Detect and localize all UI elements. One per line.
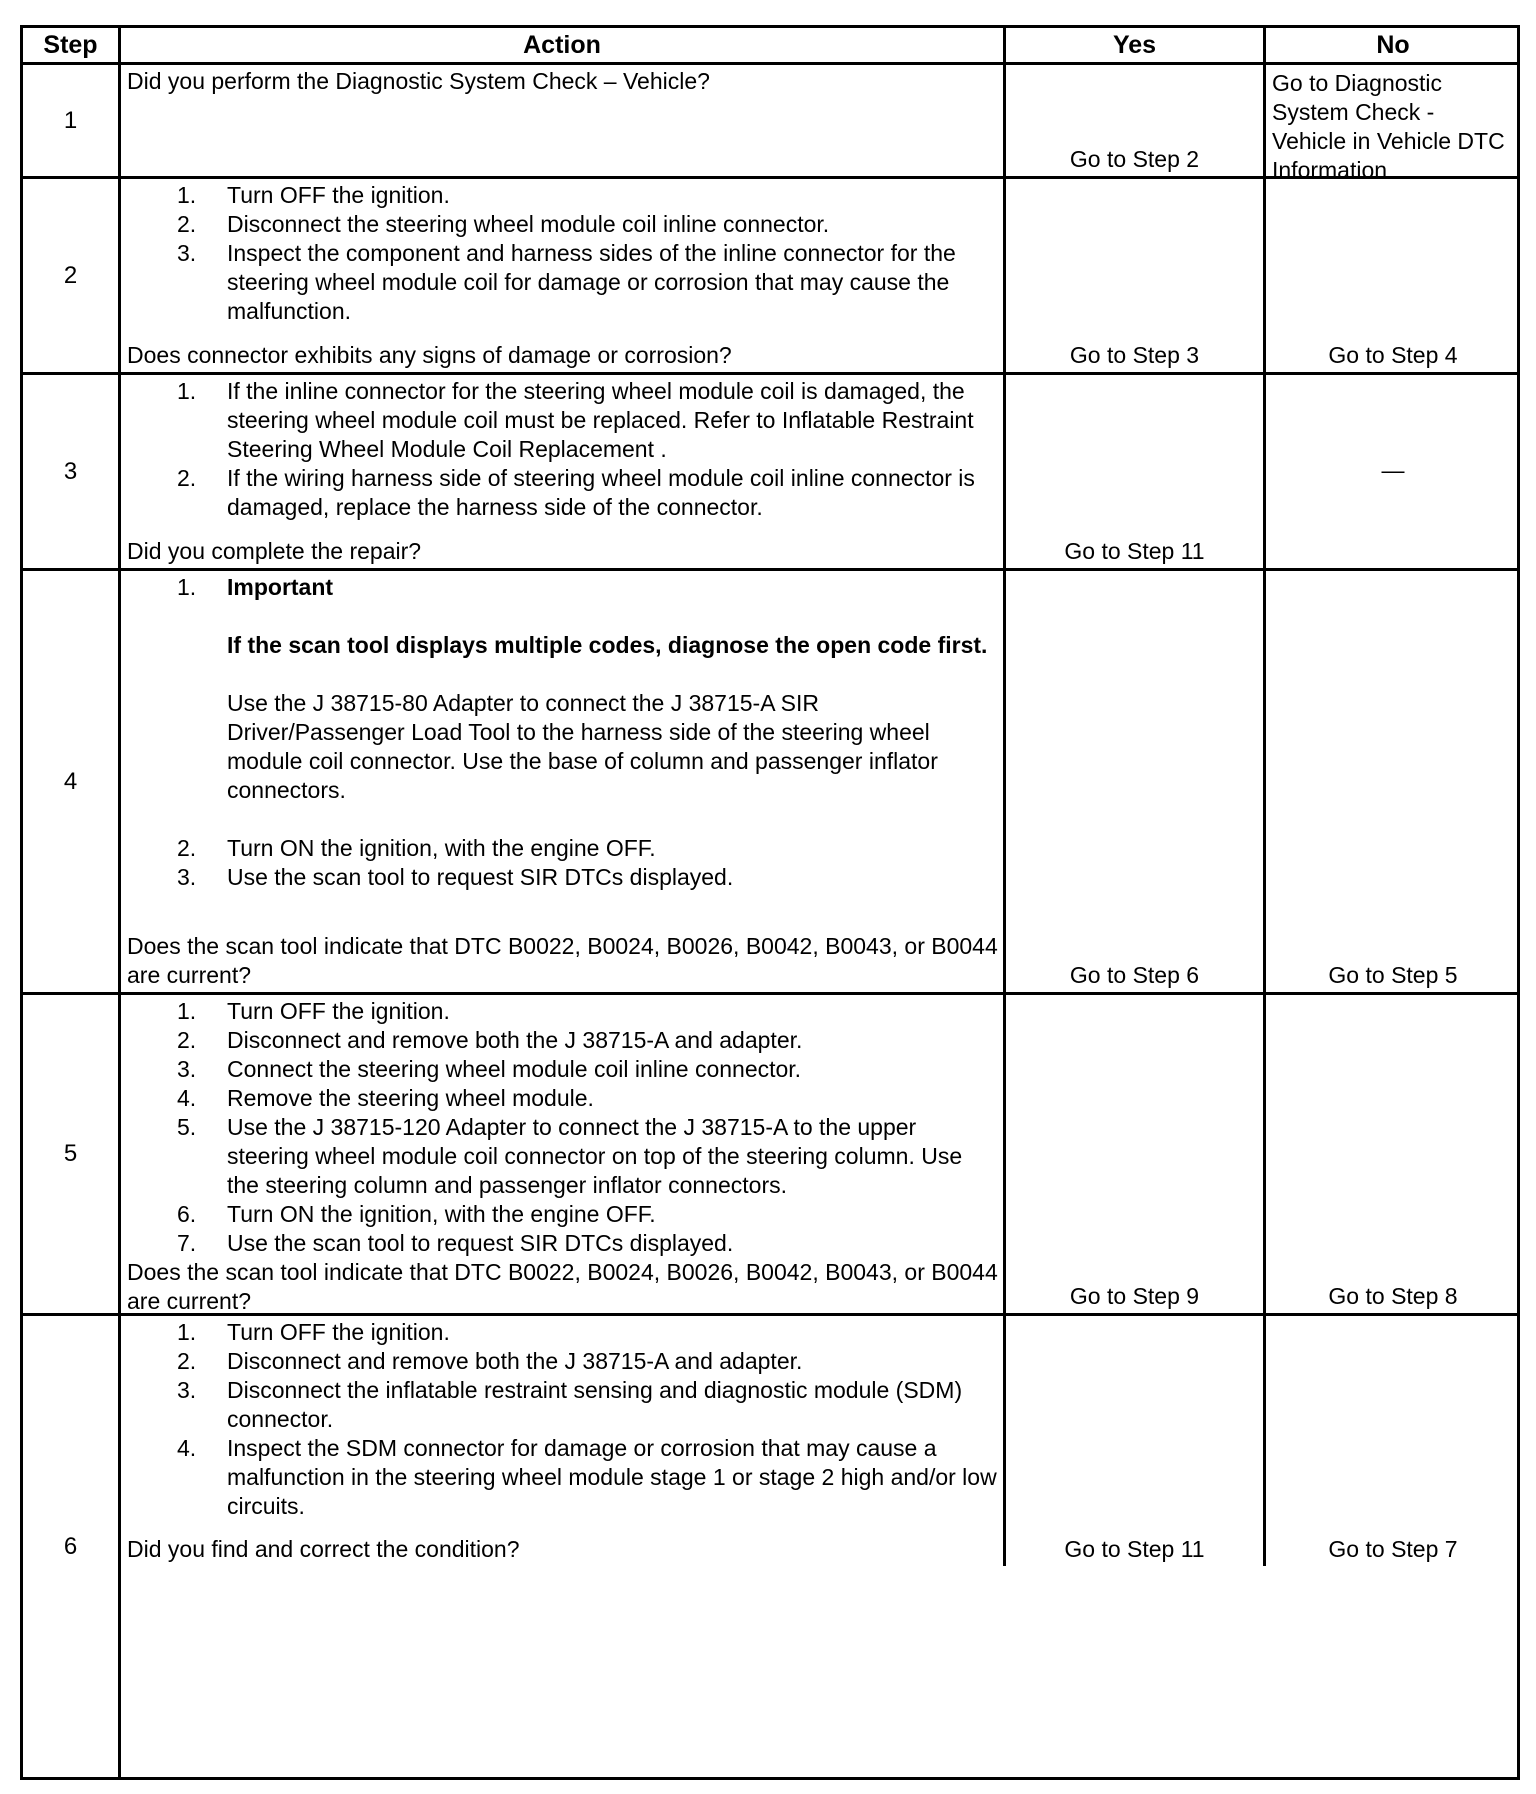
table-row — [23, 375, 1517, 571]
list-item: 3. Disconnect the inflatable restraint sensing and diagnostic module (SDM) connector. — [177, 1377, 963, 1432]
yes-result: Go to Step 6 — [1006, 571, 1266, 992]
action-question: Did you perform the Diagnostic System Check – Vehicle? — [127, 68, 710, 94]
important-body: Use the J 38715-80 Adapter to connect the J 38715-A SIR Driver/Passenger Load Tool to the harness side of the steering wheel module coil connector. Use the base of column and passenger inflator connectors. — [227, 690, 938, 803]
no-result: Go to Diagnostic System Check - Vehicle in Vehicle DTC Information — [1272, 70, 1505, 183]
header-action: Action — [121, 28, 1006, 62]
no-result: Go to Step 8 — [1328, 1283, 1458, 1309]
yes-result: Go to Step 11 — [1006, 375, 1266, 568]
action-cell — [121, 1316, 1006, 1566]
list-item: 1. Turn OFF the ignition. — [177, 1319, 450, 1345]
list-item: 3. Inspect the component and harness sides of the inline connector for the steering wheel module coil for damage or corrosion that may cause the malfunction. — [177, 240, 956, 324]
action-cell — [121, 65, 1006, 176]
table-row — [23, 571, 1517, 995]
step-number: 4 — [23, 571, 121, 992]
action-question: Does the scan tool indicate that DTC B0022, B0024, B0026, B0042, B0043, or B0044 are current? — [127, 933, 998, 988]
table-row — [23, 995, 1517, 1316]
important-note: If the scan tool displays multiple codes, diagnose the open code first. — [227, 632, 988, 658]
list-item: 1. Important If the scan tool displays multiple codes, diagnose the open code first. Use the J 38715-80 Adapter to connect the J 38715-A SIR Driver/Passenger Load Tool to the harness side of the steering wheel module coil connector. Use the base of column and passenger inflator connectors. — [127, 573, 999, 834]
table-row — [23, 179, 1517, 375]
action-steps-list — [127, 377, 999, 522]
step-number: 6 — [23, 1316, 121, 1777]
yes-result: Go to Step 9 — [1006, 995, 1266, 1313]
action-steps-list — [127, 997, 999, 1258]
list-item: 1. Turn OFF the ignition. — [177, 182, 450, 208]
list-item: 2. Disconnect and remove both the J 38715-A and adapter. — [177, 1348, 803, 1374]
no-result: — — [1381, 457, 1405, 483]
no-result: Go to Step 7 — [1328, 1536, 1458, 1562]
list-item: 3. Use the scan tool to request SIR DTCs displayed. — [177, 864, 734, 890]
step-number: 5 — [23, 995, 121, 1313]
yes-result: Go to Step 11 — [1006, 1316, 1266, 1566]
table-row — [23, 1316, 1517, 1777]
step-number: 1 — [23, 65, 121, 176]
header-row — [23, 28, 1517, 65]
action-steps-list — [127, 573, 999, 892]
action-cell — [121, 179, 1006, 372]
list-item: 3. Connect the steering wheel module coil inline connector. — [177, 1056, 802, 1082]
action-steps-list — [127, 1318, 999, 1521]
step-number: 2 — [23, 179, 121, 372]
action-question: Does the scan tool indicate that DTC B0022, B0024, B0026, B0042, B0043, or B0044 are current? — [127, 1259, 998, 1314]
header-step: Step — [23, 28, 121, 62]
action-question: Did you find and correct the condition? — [127, 1536, 520, 1562]
yes-result: Go to Step 3 — [1006, 179, 1266, 372]
list-item: 2. Disconnect the steering wheel module coil inline connector. — [177, 211, 830, 237]
list-item: 1. If the inline connector for the steering wheel module coil is damaged, the steering wheel module coil must be replaced. Refer to Inflatable Restraint Steering Wheel Module Coil Replacement . — [177, 378, 974, 462]
header-yes: Yes — [1006, 28, 1266, 62]
list-item: 2. Disconnect and remove both the J 38715-A and adapter. — [177, 1027, 803, 1053]
important-label: Important — [227, 574, 334, 600]
action-cell — [121, 995, 1006, 1313]
list-item: 1. Turn OFF the ignition. — [177, 998, 450, 1024]
yes-result: Go to Step 2 — [1006, 65, 1266, 176]
no-result: Go to Step 5 — [1328, 962, 1458, 988]
list-item: 6. Turn ON the ignition, with the engine OFF. — [177, 1201, 656, 1227]
list-item: 2. Turn ON the ignition, with the engine OFF. — [177, 835, 656, 861]
action-question: Did you complete the repair? — [127, 538, 422, 564]
list-item: 7. Use the scan tool to request SIR DTCs displayed. — [177, 1230, 734, 1256]
list-item: 4. Remove the steering wheel module. — [177, 1085, 594, 1111]
action-cell — [121, 571, 1006, 992]
header-no: No — [1376, 30, 1410, 59]
action-cell — [121, 375, 1006, 568]
no-result: Go to Step 4 — [1328, 342, 1458, 368]
list-item: 4. Inspect the SDM connector for damage or corrosion that may cause a malfunction in the steering wheel module stage 1 or stage 2 high and/or low circuits. — [177, 1435, 997, 1519]
list-item: 5. Use the J 38715-120 Adapter to connect the J 38715-A to the upper steering wheel module coil connector on top of the steering column. Use the steering column and passenger inflator connectors. — [177, 1114, 963, 1198]
action-steps-list — [127, 181, 999, 326]
list-item: 2. If the wiring harness side of steering wheel module coil inline connector is damaged, replace the harness side of the connector. — [177, 465, 975, 520]
step-number: 3 — [23, 375, 121, 568]
action-question: Does connector exhibits any signs of damage or corrosion? — [127, 342, 732, 368]
table-row — [23, 65, 1517, 183]
diagnostic-table — [20, 25, 1520, 1780]
